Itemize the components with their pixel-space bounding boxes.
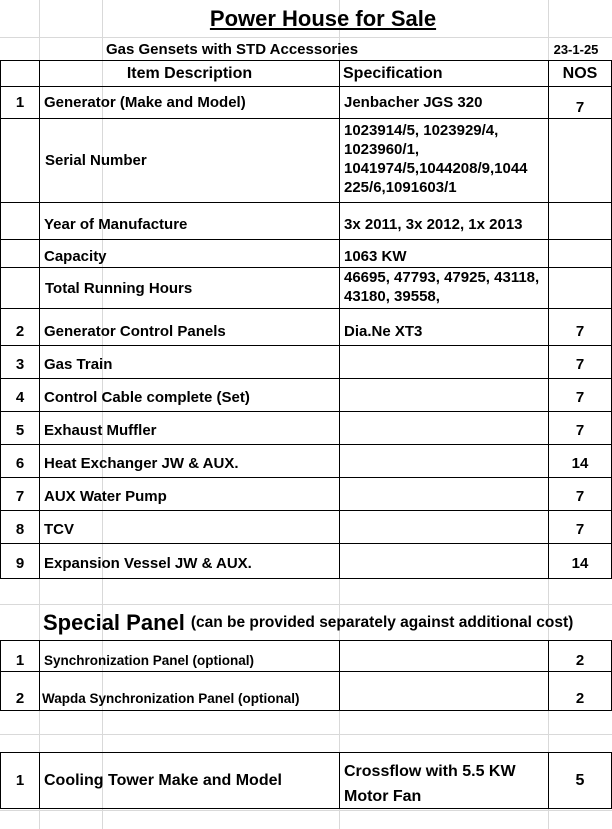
row-number: 1 — [0, 86, 40, 119]
row-number: 9 — [0, 543, 40, 579]
item-cell: Gas Train — [39, 345, 340, 379]
gridline — [0, 604, 612, 605]
row-number — [0, 202, 40, 240]
nos-cell: 14 — [548, 444, 612, 478]
row-number: 8 — [0, 510, 40, 544]
spec-cell: Jenbacher JGS 320 — [339, 86, 549, 119]
spec-cell — [339, 345, 549, 379]
item-cell: Heat Exchanger JW & AUX. — [39, 444, 340, 478]
spec-cell: 3x 2011, 3x 2012, 1x 2013 — [339, 202, 549, 240]
nos-cell: 7 — [548, 308, 612, 346]
row-number — [0, 267, 40, 309]
gridline — [0, 810, 612, 811]
header-nos: NOS — [548, 60, 612, 87]
spec-cell: 1023914/5, 1023929/4, 1023960/1, 1041974/5,1044208/9,1044 225/6,1091603/1 — [339, 118, 549, 203]
header-specification: Specification — [339, 60, 549, 87]
nos-cell — [548, 202, 612, 240]
item-cell: Cooling Tower Make and Model — [39, 752, 340, 809]
spec-cell — [339, 671, 549, 711]
spec-cell — [339, 378, 549, 412]
row-number: 1 — [0, 640, 40, 672]
row-number: 6 — [0, 444, 40, 478]
item-cell: Year of Manufacture — [39, 202, 340, 240]
row-number — [0, 239, 40, 268]
item-cell: Generator (Make and Model) — [39, 86, 340, 119]
row-number: 5 — [0, 411, 40, 445]
header-no — [0, 60, 40, 87]
item-cell: Wapda Synchronization Panel (optional) — [39, 671, 340, 711]
spec-cell — [339, 411, 549, 445]
spec-cell — [339, 510, 549, 544]
nos-cell: 7 — [548, 510, 612, 544]
row-number: 7 — [0, 477, 40, 511]
spec-cell — [339, 477, 549, 511]
nos-cell: 7 — [548, 411, 612, 445]
special-panel-note: (can be provided separately against additional cost) — [190, 614, 574, 631]
header-item-description: Item Description — [39, 60, 340, 87]
nos-cell: 5 — [548, 752, 612, 809]
item-cell: Capacity — [39, 239, 340, 268]
nos-cell: 7 — [548, 86, 612, 119]
row-number: 2 — [0, 671, 40, 711]
item-cell: Synchronization Panel (optional) — [39, 640, 340, 672]
nos-cell: 7 — [548, 345, 612, 379]
item-cell: Expansion Vessel JW & AUX. — [39, 543, 340, 579]
spec-cell: 1063 KW — [339, 239, 549, 268]
nos-cell: 2 — [548, 640, 612, 672]
date-label: 23-1-25 — [553, 41, 599, 57]
item-cell: Total Running Hours — [39, 267, 340, 309]
nos-cell: 7 — [548, 378, 612, 412]
spec-cell — [339, 640, 549, 672]
subtitle: Gas Gensets with STD Accessories — [106, 40, 359, 58]
special-panel-title: Special Panel — [43, 610, 185, 635]
row-number: 3 — [0, 345, 40, 379]
nos-cell — [548, 118, 612, 203]
nos-cell — [548, 267, 612, 309]
nos-cell: 2 — [548, 671, 612, 711]
spec-cell: Dia.Ne XT3 — [339, 308, 549, 346]
special-panel-heading — [43, 607, 612, 639]
row-number: 4 — [0, 378, 40, 412]
page-title: Power House for Sale — [209, 6, 437, 31]
gridline — [0, 734, 612, 735]
item-cell: TCV — [39, 510, 340, 544]
spec-cell — [339, 444, 549, 478]
row-number: 1 — [0, 752, 40, 809]
spec-cell: 46695, 47793, 47925, 43118, 43180, 39558, — [339, 267, 549, 309]
item-cell: Exhaust Muffler — [39, 411, 340, 445]
item-cell: Control Cable complete (Set) — [39, 378, 340, 412]
spec-cell: Crossflow with 5.5 KW Motor Fan — [339, 752, 549, 809]
row-number: 2 — [0, 308, 40, 346]
item-cell: AUX Water Pump — [39, 477, 340, 511]
row-number — [0, 118, 40, 203]
item-cell: Serial Number — [39, 118, 340, 203]
nos-cell: 7 — [548, 477, 612, 511]
nos-cell — [548, 239, 612, 268]
item-cell: Generator Control Panels — [39, 308, 340, 346]
nos-cell: 14 — [548, 543, 612, 579]
spec-cell — [339, 543, 549, 579]
